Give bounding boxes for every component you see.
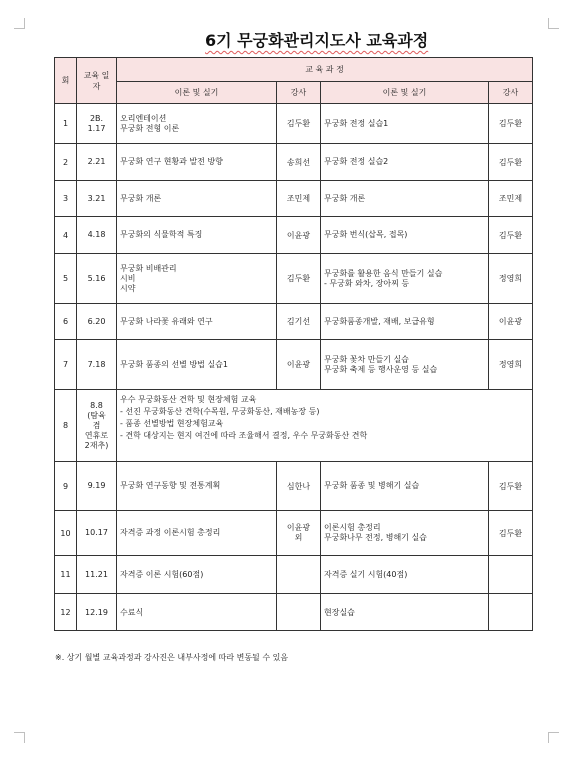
edu-date: 2B. 1.17 bbox=[77, 104, 117, 144]
header-instructor-2: 강사 bbox=[489, 82, 533, 104]
instructor-2: 정영희 bbox=[489, 254, 533, 304]
theory-practice-2: 무궁화 개론 bbox=[321, 181, 489, 217]
round-number: 9 bbox=[55, 462, 77, 511]
edu-date: 3.21 bbox=[77, 181, 117, 217]
theory-practice-2: 무궁화를 활용한 음식 만들기 실습 - 무궁화 와차, 장아찌 등 bbox=[321, 254, 489, 304]
instructor-1: 송희선 bbox=[277, 144, 321, 181]
field-trip-line: - 견학 대상지는 현지 여건에 따라 조율해서 결정, 우수 무궁화동산 견학 bbox=[120, 431, 368, 440]
table-row bbox=[55, 144, 533, 181]
instructor-1: 이윤광 bbox=[277, 340, 321, 390]
instructor-2: 조민제 bbox=[489, 181, 533, 217]
header-course: 교 육 과 정 bbox=[117, 58, 533, 82]
round-number: 11 bbox=[55, 556, 77, 594]
table-row bbox=[55, 556, 533, 594]
theory-practice-2: 무궁화 꽃차 만들기 실습 무궁화 축제 등 행사운영 등 실습 bbox=[321, 340, 489, 390]
theory-practice-2: 무궁화 전정 실습2 bbox=[321, 144, 489, 181]
round-number: 6 bbox=[55, 304, 77, 340]
table-row bbox=[55, 511, 533, 556]
header-theory-1: 이론 및 실기 bbox=[117, 82, 277, 104]
theory-practice-2: 무궁화 품종 및 병해기 실습 bbox=[321, 462, 489, 511]
margin-corner-bottom-left bbox=[14, 732, 25, 743]
edu-date: 8.8 (탐육 겸 연휴로 2재추) bbox=[77, 390, 117, 462]
theory-practice-1: 무궁화 품종의 선별 방법 실습1 bbox=[117, 340, 277, 390]
theory-practice-1: 자격증 이론 시험(60점) bbox=[117, 556, 277, 594]
field-trip-line: 우수 무궁화동산 견학 및 현장체험 교육 bbox=[120, 395, 257, 404]
instructor-1: 김기선 bbox=[277, 304, 321, 340]
instructor-1: 심한나 bbox=[277, 462, 321, 511]
theory-practice-2: 무궁화품종개발, 재배, 보급유형 bbox=[321, 304, 489, 340]
round-number: 4 bbox=[55, 217, 77, 254]
instructor-2: 김두환 bbox=[489, 462, 533, 511]
instructor-2: 이윤광 bbox=[489, 304, 533, 340]
theory-practice-2: 자격증 실기 시험(40점) bbox=[321, 556, 489, 594]
theory-practice-1: 무궁화 연구동향 및 전통계획 bbox=[117, 462, 277, 511]
table-row bbox=[55, 462, 533, 511]
edu-date: 11.21 bbox=[77, 556, 117, 594]
theory-practice-2: 무궁화 전정 실습1 bbox=[321, 104, 489, 144]
field-trip-line: - 선진 무궁화동산 견학(수목원, 무궁화동산, 재배농장 등) bbox=[120, 407, 320, 416]
instructor-2-empty bbox=[489, 594, 533, 631]
edu-date: 10.17 bbox=[77, 511, 117, 556]
edu-date: 7.18 bbox=[77, 340, 117, 390]
theory-practice-1: 무궁화 개론 bbox=[117, 181, 277, 217]
instructor-1: 김두환 bbox=[277, 104, 321, 144]
margin-corner-top-right bbox=[548, 18, 559, 29]
table-row bbox=[55, 304, 533, 340]
table-row bbox=[55, 340, 533, 390]
edu-date: 5.16 bbox=[77, 254, 117, 304]
theory-practice-1: 수료식 bbox=[117, 594, 277, 631]
instructor-1: 이윤광 bbox=[277, 217, 321, 254]
theory-practice-1: 자격증 과정 이론시험 총정리 bbox=[117, 511, 277, 556]
theory-practice-1: 무궁화 나라꽃 유래와 연구 bbox=[117, 304, 277, 340]
instructor-2-empty bbox=[489, 556, 533, 594]
table-row bbox=[55, 104, 533, 144]
table-row bbox=[55, 181, 533, 217]
margin-corner-bottom-right bbox=[548, 732, 559, 743]
round-number: 2 bbox=[55, 144, 77, 181]
round-number: 1 bbox=[55, 104, 77, 144]
theory-practice-1: 무궁화의 식물학적 특징 bbox=[117, 217, 277, 254]
field-trip-line: - 품종 선별방법 현장체험교육 bbox=[120, 419, 224, 428]
document-title: 6기 무궁화관리지도사 교육과정 bbox=[205, 31, 429, 50]
round-number: 5 bbox=[55, 254, 77, 304]
instructor-1-empty bbox=[277, 594, 321, 631]
round-number: 3 bbox=[55, 181, 77, 217]
theory-practice-1: 무궁화 비배관리 시비 시약 bbox=[117, 254, 277, 304]
instructor-2: 정영희 bbox=[489, 340, 533, 390]
header-theory-2: 이론 및 실기 bbox=[321, 82, 489, 104]
instructor-2: 김두환 bbox=[489, 104, 533, 144]
header-round: 회 bbox=[55, 58, 77, 104]
instructor-2: 김두환 bbox=[489, 511, 533, 556]
table-row bbox=[55, 254, 533, 304]
edu-date: 4.18 bbox=[77, 217, 117, 254]
theory-practice-2: 무궁화 번식(삽목, 접목) bbox=[321, 217, 489, 254]
round-number: 8 bbox=[55, 390, 77, 462]
theory-practice-1: 무궁화 연구 현황과 발전 방향 bbox=[117, 144, 277, 181]
edu-date: 9.19 bbox=[77, 462, 117, 511]
round-number: 12 bbox=[55, 594, 77, 631]
round-number: 7 bbox=[55, 340, 77, 390]
round-number: 10 bbox=[55, 511, 77, 556]
header-instructor-1: 강사 bbox=[277, 82, 321, 104]
instructor-1: 이윤광 외 bbox=[277, 511, 321, 556]
instructor-2: 김두환 bbox=[489, 144, 533, 181]
header-edu-date: 교육 일자 bbox=[77, 58, 117, 104]
table-row bbox=[55, 594, 533, 631]
theory-practice-2: 현장실습 bbox=[321, 594, 489, 631]
theory-practice-2: 이론시험 총정리 무궁화나무 전정, 병해기 실습 bbox=[321, 511, 489, 556]
instructor-1-empty bbox=[277, 556, 321, 594]
course-schedule-table bbox=[54, 57, 533, 631]
table-subheader-row bbox=[55, 82, 533, 104]
instructor-1: 조민제 bbox=[277, 181, 321, 217]
edu-date: 6.20 bbox=[77, 304, 117, 340]
theory-practice-1: 오리엔테이션 무궁화 전형 이론 bbox=[117, 104, 277, 144]
margin-corner-top-left bbox=[14, 18, 25, 29]
edu-date: 12.19 bbox=[77, 594, 117, 631]
edu-date: 2.21 bbox=[77, 144, 117, 181]
table-row bbox=[55, 217, 533, 254]
instructor-2: 김두환 bbox=[489, 217, 533, 254]
footnote: ※. 상기 월별 교육과정과 강사진은 내부사정에 따라 변동될 수 있음 bbox=[55, 653, 289, 662]
table-header-row bbox=[55, 58, 533, 82]
table-row-field-trip bbox=[55, 390, 533, 462]
field-trip-details bbox=[117, 390, 533, 462]
instructor-1: 김두환 bbox=[277, 254, 321, 304]
